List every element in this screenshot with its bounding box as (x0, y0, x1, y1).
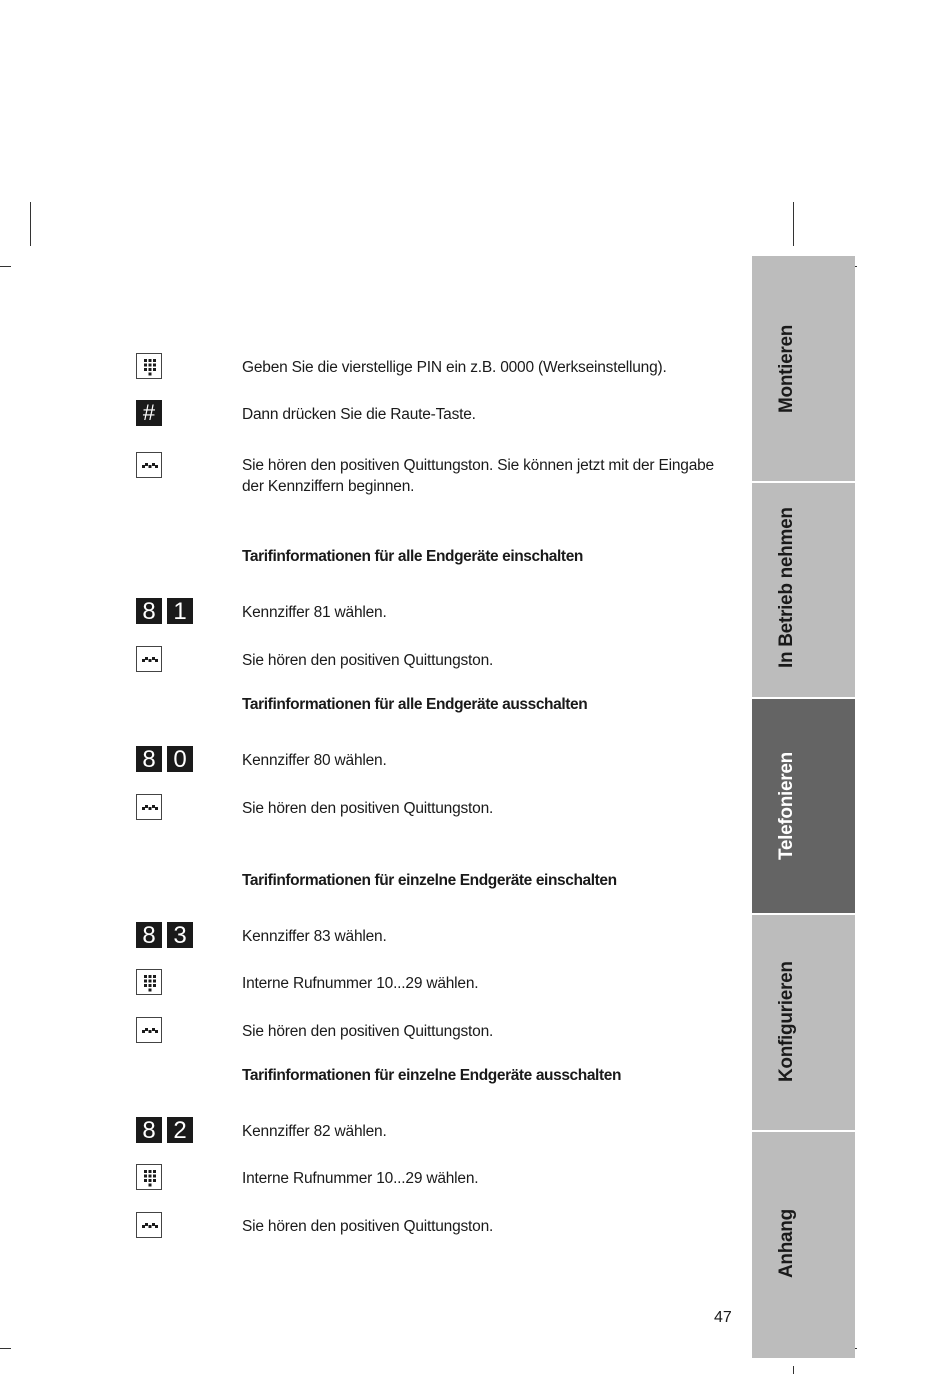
code-keys (136, 746, 198, 772)
confirm-text: Sie hören den positiven Quittungston. (242, 1218, 494, 1235)
digit-key: 0 (167, 746, 193, 772)
code-keys (136, 922, 198, 948)
confirmation-tone-icon (136, 646, 162, 672)
code-keys (136, 598, 198, 624)
digit-key: 1 (167, 598, 193, 624)
section-heading: Tarifinformationen für alle Endgeräte ausschalten (242, 696, 588, 713)
tab-label: Konfigurieren (776, 961, 797, 1082)
digit-key: 3 (167, 922, 193, 948)
keypad-text: Interne Rufnummer 10...29 wählen. (242, 975, 479, 992)
digit-key: 8 (136, 746, 162, 772)
code-keys (136, 1117, 198, 1143)
step-text: Dann drücken Sie die Raute-Taste. (242, 406, 476, 423)
tab-anhang[interactable] (752, 1132, 855, 1358)
step-text: Geben Sie die vierstellige PIN ein z.B. 0000 (Werkseinstellung). (242, 359, 667, 376)
hash-key-icon: # (136, 400, 162, 426)
crop-mark (30, 202, 31, 246)
tab-in-betrieb-nehmen[interactable] (752, 483, 855, 699)
code-text: Kennziffer 81 wählen. (242, 604, 387, 621)
chapter-tabs (752, 256, 855, 1358)
section-heading: Tarifinformationen für alle Endgeräte einschalten (242, 548, 583, 565)
tab-label: In Betrieb nehmen (776, 507, 797, 668)
confirmation-tone-icon (136, 1212, 162, 1238)
section-heading: Tarifinformationen für einzelne Endgeräte ausschalten (242, 1067, 622, 1084)
confirmation-tone-icon (136, 1017, 162, 1043)
code-text: Kennziffer 82 wählen. (242, 1123, 387, 1140)
confirmation-tone-icon (136, 794, 162, 820)
digit-key: 8 (136, 598, 162, 624)
crop-mark (793, 1366, 794, 1374)
code-text: Kennziffer 80 wählen. (242, 752, 387, 769)
tab-label: Telefonieren (776, 752, 797, 860)
section-heading: Tarifinformationen für einzelne Endgeräte einschalten (242, 872, 617, 889)
keypad-icon (136, 1164, 162, 1190)
tab-konfigurieren[interactable] (752, 915, 855, 1132)
tab-label: Montieren (776, 324, 797, 413)
tab-label: Anhang (776, 1209, 797, 1278)
page-number: 47 (714, 1309, 732, 1326)
confirm-text: Sie hören den positiven Quittungston. (242, 800, 494, 817)
confirm-text: Sie hören den positiven Quittungston. (242, 652, 494, 669)
keypad-icon (136, 353, 162, 379)
crop-mark (0, 1348, 11, 1349)
confirm-text: Sie hören den positiven Quittungston. (242, 1023, 494, 1040)
crop-mark (0, 266, 11, 267)
code-text: Kennziffer 83 wählen. (242, 928, 387, 945)
step-text: Sie hören den positiven Quittungston. Sie können jetzt mit der Eingabe der Kennziffern beginnen. (242, 457, 714, 495)
digit-key: 2 (167, 1117, 193, 1143)
tab-montieren[interactable] (752, 256, 855, 483)
digit-key: 8 (136, 1117, 162, 1143)
keypad-text: Interne Rufnummer 10...29 wählen. (242, 1170, 479, 1187)
keypad-icon (136, 969, 162, 995)
crop-mark (793, 202, 794, 246)
tab-telefonieren[interactable] (752, 699, 855, 915)
digit-key: 8 (136, 922, 162, 948)
confirmation-tone-icon (136, 452, 162, 478)
